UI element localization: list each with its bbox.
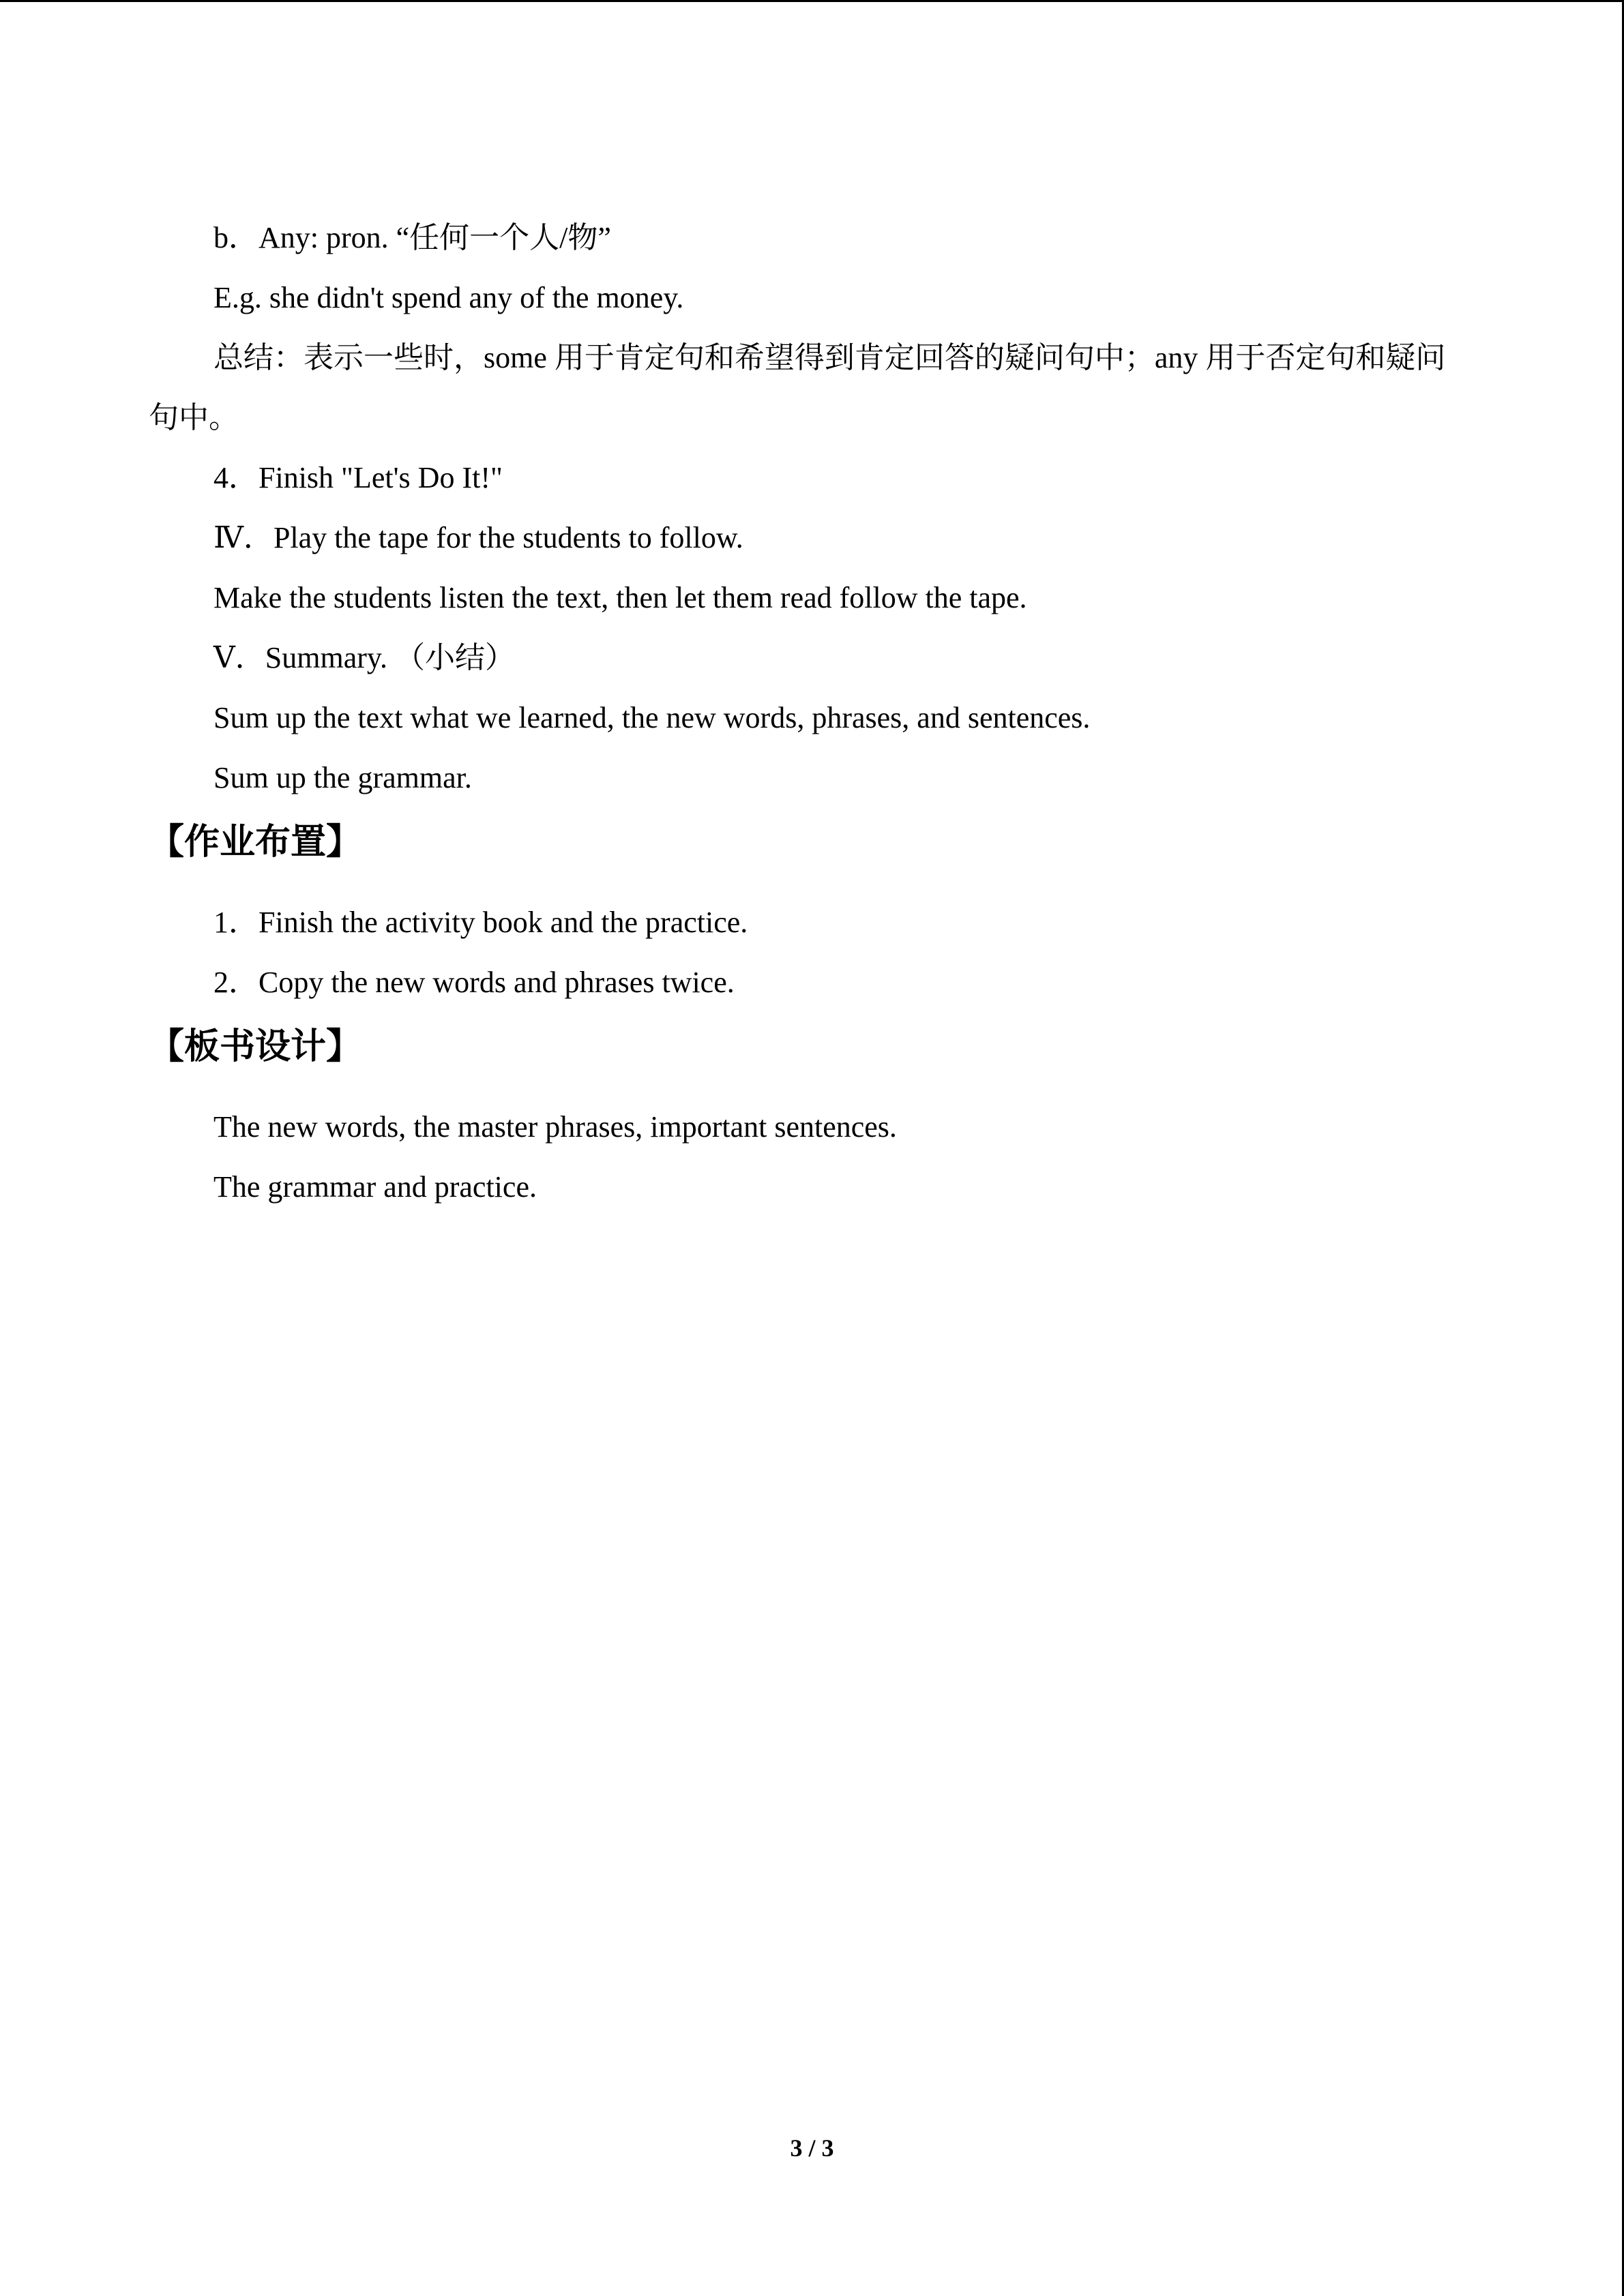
example-sentence-line: E.g. she didn't spend any of the money. bbox=[213, 281, 684, 314]
step-finish-lets-do-it: 4．Finish "Let's Do It!" bbox=[213, 461, 503, 494]
section-play-tape: Ⅳ．Play the tape for the students to follow. bbox=[213, 521, 743, 554]
homework-heading: 【作业布置】 bbox=[149, 822, 362, 863]
page-number: 3 / 3 bbox=[790, 2134, 834, 2162]
document-body bbox=[149, 208, 1458, 1217]
page-border-top bbox=[0, 0, 1624, 2]
listen-text-line: Make the students listen the text, then let them read follow the tape. bbox=[213, 581, 1027, 614]
sum-up-grammar-line: Sum up the grammar. bbox=[213, 761, 472, 794]
section-summary: Ⅴ．Summary. （小结） bbox=[213, 641, 516, 674]
sum-up-text-line: Sum up the text what we learned, the new words, phrases, and sentences. bbox=[213, 701, 1091, 734]
board-design-item: The new words, the master phrases, important sentences. bbox=[213, 1110, 897, 1144]
board-design-item: The grammar and practice. bbox=[213, 1170, 537, 1204]
homework-item: 1．Finish the activity book and the practice. bbox=[213, 906, 748, 939]
any-definition-line: b．Any: pron. “任何一个人/物” bbox=[213, 221, 611, 254]
homework-item: 2．Copy the new words and phrases twice. bbox=[213, 966, 735, 999]
board-design-heading: 【板书设计】 bbox=[149, 1026, 362, 1067]
summary-note-paragraph: 总结：表示一些时，some 用于肯定句和希望得到肯定回答的疑问句中；any 用于否定句和疑问句中。 bbox=[149, 341, 1446, 434]
